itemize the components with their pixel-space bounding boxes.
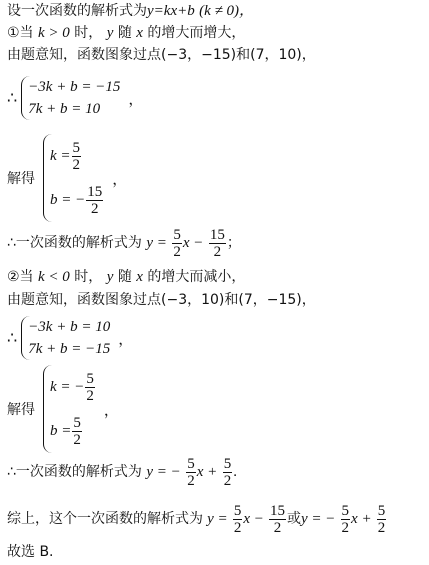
solution-2-b-fraction — [72, 415, 82, 448]
system-1-eq2: 7k + b = 10 — [28, 101, 101, 117]
fraction-numerator: 15 — [269, 503, 285, 519]
result-1-lhs: y = — [146, 235, 167, 251]
case1-points: 由题意知，函数图象过点(−3，−15)和(7，10)， — [7, 47, 316, 63]
therefore-symbol: ∴ — [7, 330, 18, 347]
system-2-eq2: 7k + b = −15 — [28, 341, 111, 357]
solution-2 — [7, 365, 119, 453]
case1-x: x — [136, 25, 143, 41]
solution-1-label: 解得 — [7, 171, 35, 187]
fraction-numerator: 5 — [223, 455, 232, 472]
solution-2-k-lhs: k = − — [50, 378, 85, 395]
fraction-denominator: 2 — [233, 520, 242, 536]
summary-b-mid: x + — [351, 511, 372, 527]
fraction-numerator: 5 — [72, 139, 81, 156]
therefore-symbol: ∴ — [7, 90, 18, 107]
fraction-denominator: 2 — [341, 520, 350, 536]
solution-1-b-lhs: b = − — [50, 191, 86, 208]
case2-text2: 随 — [117, 269, 132, 285]
case2-x: x — [136, 269, 143, 285]
case2-line — [7, 268, 245, 286]
solution-1-b — [50, 178, 104, 222]
solution-1-k — [50, 134, 104, 178]
result-1-text: ∴一次函数的解析式为 — [7, 235, 142, 251]
summary-or: 或 — [286, 511, 301, 527]
result-2-text: ∴一次函数的解析式为 — [7, 464, 142, 480]
summary-b-fraction-2 — [377, 503, 387, 536]
system-2-brace — [21, 316, 110, 360]
summary-a-fraction-2 — [269, 503, 286, 536]
fraction-denominator: 2 — [223, 472, 232, 489]
solution-1-k-lhs: k = — [50, 147, 71, 164]
case2-text3: 的增大而减小， — [147, 269, 246, 285]
result-2-tail: . — [233, 464, 237, 480]
summary-text: 综上，这个一次函数的解析式为 — [7, 511, 203, 527]
case1-text3: 的增大而增大， — [147, 25, 246, 41]
solution-1-b-fraction — [86, 184, 103, 217]
fraction-denominator: 2 — [91, 200, 99, 217]
fraction-numerator: 5 — [377, 503, 386, 519]
fraction-denominator: 2 — [86, 387, 94, 404]
system-2 — [7, 316, 133, 360]
fraction-numerator: 5 — [341, 503, 350, 519]
solution-1-tail: ， — [112, 171, 128, 188]
case2-condition: k < 0 — [38, 269, 70, 285]
summary-a-mid: x − — [243, 511, 264, 527]
fraction-numerator: 5 — [73, 414, 81, 431]
system-2-tail: ， — [118, 331, 134, 348]
fraction-denominator: 2 — [377, 520, 386, 536]
fraction-denominator: 2 — [213, 243, 222, 260]
fraction-numerator: 15 — [209, 226, 225, 243]
fraction-numerator: 5 — [233, 503, 242, 519]
result-2-lhs: y = − — [146, 464, 181, 480]
result-2-fraction-1 — [186, 456, 196, 489]
result-1-fraction-1 — [172, 227, 182, 260]
summary-a-lhs: y = — [207, 511, 228, 527]
case1-text: 时， — [74, 25, 103, 41]
intro-text: 设一次函数的解析式为 — [7, 3, 147, 19]
intro-formula: y=kx+b — [147, 3, 195, 19]
fraction-denominator: 2 — [187, 472, 195, 489]
summary-a-fraction-1 — [233, 503, 243, 536]
case1-y: y — [106, 25, 114, 41]
system-2-eq1: −3k + b = 10 — [28, 319, 111, 335]
answer: 故选 B. — [7, 544, 54, 560]
solution-2-tail: ， — [103, 402, 119, 419]
system-1-brace — [21, 76, 120, 120]
intro-line — [7, 2, 254, 20]
solution-1-brace — [43, 134, 104, 222]
fraction-numerator: 5 — [86, 370, 94, 387]
result-1 — [7, 221, 241, 265]
system-1 — [7, 76, 143, 120]
intro-condition: (k ≠ 0)， — [199, 3, 255, 19]
fraction-denominator: 2 — [73, 431, 81, 448]
case1-line — [7, 24, 245, 42]
case2-y: y — [106, 269, 114, 285]
system-1-tail: ， — [128, 91, 144, 108]
fraction-numerator: 5 — [187, 455, 195, 472]
solution-1-k-fraction — [72, 140, 82, 173]
case1-marker: ①当 — [7, 25, 34, 41]
fraction-denominator: 2 — [273, 520, 282, 536]
result-2 — [7, 450, 237, 494]
summary-b-fraction-1 — [341, 503, 351, 536]
solution-2-k — [50, 365, 96, 409]
fraction-denominator: 2 — [72, 156, 81, 173]
result-2-fraction-2 — [223, 456, 233, 489]
solution-1 — [7, 134, 127, 222]
solution-2-label: 解得 — [7, 402, 35, 418]
case2-text: 时， — [74, 269, 103, 285]
fraction-numerator: 5 — [173, 226, 181, 243]
fraction-denominator: 2 — [173, 243, 181, 260]
result-1-mid: x − — [182, 235, 204, 251]
result-2-mid: x + — [196, 464, 218, 480]
case1-text2: 随 — [117, 25, 132, 41]
result-1-tail: ； — [226, 235, 241, 251]
case1-condition: k > 0 — [38, 25, 70, 41]
solution-2-b-lhs: b = — [50, 422, 72, 439]
result-1-fraction-2 — [209, 227, 226, 260]
summary — [7, 497, 387, 541]
case2-points: 由题意知，函数图象过点(−3，10)和(7，−15)， — [7, 292, 316, 308]
solution-2-brace — [43, 365, 96, 453]
system-1-eq1: −3k + b = −15 — [28, 79, 121, 95]
solution-2-b — [50, 409, 96, 453]
case2-marker: ②当 — [7, 269, 34, 285]
summary-b-lhs: y = − — [300, 511, 336, 527]
fraction-numerator: 15 — [87, 183, 103, 200]
solution-2-k-fraction — [85, 371, 95, 404]
